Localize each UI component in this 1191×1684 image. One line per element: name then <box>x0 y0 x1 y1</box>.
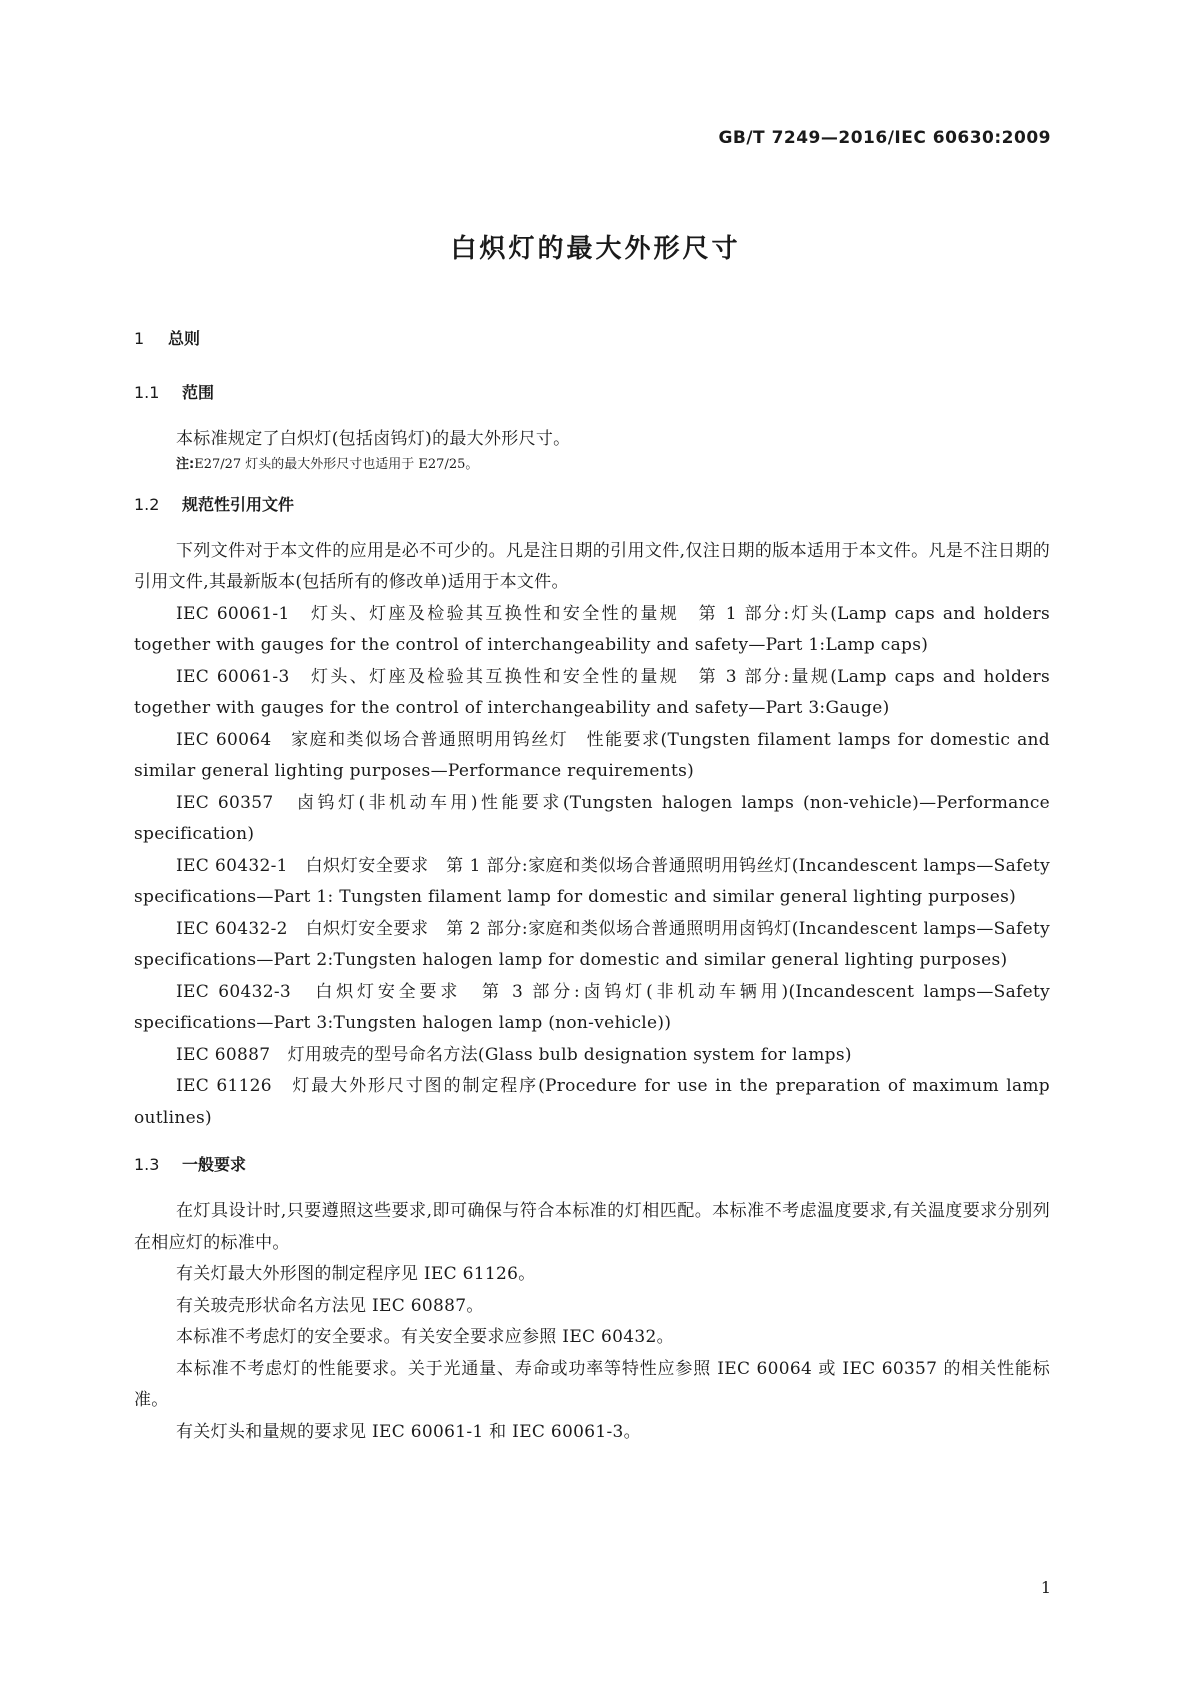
page-title: 白炽灯的最大外形尺寸 <box>450 234 741 264</box>
page-number: 1 <box>1040 1578 1051 1597</box>
reference-list <box>134 599 1050 1135</box>
section-1-heading <box>134 328 1050 350</box>
general-paragraph: 有关灯最大外形图的制定程序见 IEC 61126。 <box>176 1264 536 1284</box>
reference-item: IEC 60064 家庭和类似场合普通照明用钨丝灯 性能要求(Tungsten filament lamps for domestic and similar general lighting purposes—Performance requirements) <box>134 729 1050 781</box>
reference-item: IEC 60061-1 灯头、灯座及检验其互换性和安全性的量规 第 1 部分:灯头(Lamp caps and holders together with gauges for the control of interchangeability and safety—Part 1:Lamp caps) <box>134 603 1050 655</box>
general-paragraph: 本标准不考虑灯的性能要求。关于光通量、寿命或功率等特性应参照 IEC 60064 或 IEC 60357 的相关性能标准。 <box>134 1358 1050 1410</box>
section-number: 1.2 <box>134 494 160 514</box>
section-1-3-heading <box>134 1154 1050 1176</box>
section-title: 一般要求 <box>182 1155 247 1174</box>
general-paragraph: 在灯具设计时,只要遵照这些要求,即可确保与符合本标准的灯相匹配。本标准不考虑温度要求,有关温度要求分别列在相应灯的标准中。 <box>134 1201 1050 1253</box>
section-number: 1.3 <box>134 1155 160 1174</box>
reference-item: IEC 60432-3 白炽灯安全要求 第 3 部分:卤钨灯(非机动车辆用)(Incandescent lamps—Safety specifications—Part 3:Tungsten halogen lamp (non-vehicle)) <box>134 981 1050 1033</box>
scope-note <box>134 454 1050 476</box>
reference-item: IEC 60887 灯用玻壳的型号命名方法(Glass bulb designation system for lamps) <box>176 1044 852 1065</box>
reference-item: IEC 60432-2 白炽灯安全要求 第 2 部分:家庭和类似场合普通照明用卤钨灯(Incandescent lamps—Safety specifications—Part 2:Tungsten halogen lamp for domestic and similar general lighting purposes) <box>134 918 1050 970</box>
document-body <box>134 328 1050 1448</box>
general-paragraph: 有关玻壳形状命名方法见 IEC 60887。 <box>176 1295 484 1316</box>
reference-item: IEC 60357 卤钨灯(非机动车用)性能要求(Tungsten halogen lamps (non-vehicle)—Performance specification) <box>134 792 1050 844</box>
section-title: 规范性引用文件 <box>182 494 295 514</box>
note-text: E27/27 灯头的最大外形尺寸也适用于 E27/25。 <box>194 456 479 472</box>
note-label: 注: <box>176 456 195 472</box>
document-code: GB/T 7249—2016/IEC 60630:2009 <box>718 128 1051 148</box>
reference-item: IEC 61126 灯最大外形尺寸图的制定程序(Procedure for use in the preparation of maximum lamp outlines) <box>134 1076 1050 1128</box>
scope-paragraph: 本标准规定了白炽灯(包括卤钨灯)的最大外形尺寸。 <box>176 429 571 449</box>
section-number: 1 <box>134 329 145 348</box>
reference-item: IEC 60432-1 白炽灯安全要求 第 1 部分:家庭和类似场合普通照明用钨丝灯(Incandescent lamps—Safety specifications—Part 1: Tungsten filament lamp for domestic and similar general lighting purposes) <box>134 855 1050 907</box>
section-number: 1.1 <box>134 383 160 402</box>
references-intro: 下列文件对于本文件的应用是必不可少的。凡是注日期的引用文件,仅注日期的版本适用于本文件。凡是不注日期的引用文件,其最新版本(包括所有的修改单)适用于本文件。 <box>134 540 1050 592</box>
section-title: 总则 <box>168 329 201 348</box>
general-paragraph: 本标准不考虑灯的安全要求。有关安全要求应参照 IEC 60432。 <box>176 1327 674 1347</box>
reference-item: IEC 60061-3 灯头、灯座及检验其互换性和安全性的量规 第 3 部分:量规(Lamp caps and holders together with gauges for the control of interchangeability and safety—Part 3:Gauge) <box>134 666 1050 718</box>
section-1-1-heading <box>134 382 1050 404</box>
section-1-2-heading <box>134 494 1050 516</box>
section-title: 范围 <box>182 383 215 402</box>
general-paragraph: 有关灯头和量规的要求见 IEC 60061-1 和 IEC 60061-3。 <box>176 1421 641 1442</box>
